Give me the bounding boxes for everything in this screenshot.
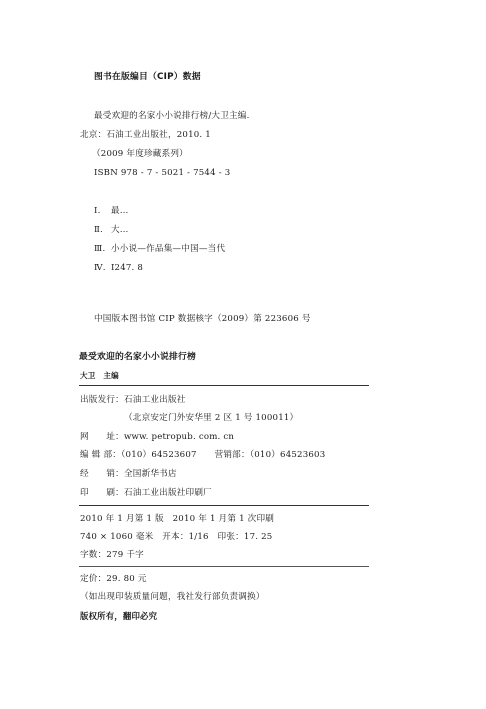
subject-text: I247. 8: [110, 263, 144, 273]
format-line: 740 × 1060 毫米 开本：1/16 印张：17. 25: [80, 532, 273, 542]
editorial-label: 编 辑 部：: [80, 450, 122, 460]
publisher-row: [80, 395, 186, 406]
rights-notice: 版权所有，翻印必究: [80, 611, 158, 621]
word-count-line: 字数：279 千字: [80, 550, 144, 560]
cip-heading: 图书在版编目（CIP）数据: [94, 72, 201, 82]
edition-line: 2010 年 1 月第 1 版 2010 年 1 月第 1 次印刷: [80, 514, 275, 524]
subject-text: 最…: [110, 206, 129, 216]
subject-number: Ⅱ.: [94, 225, 103, 235]
publisher-address: （北京安定门外安华里 2 区 1 号 100011）: [124, 413, 299, 423]
publisher-label: 出版发行：: [80, 395, 124, 405]
divider-middle: [79, 505, 369, 506]
cip-subject-1: [94, 206, 129, 217]
printing-label: 印 刷：: [80, 488, 124, 498]
contact-row: [80, 450, 325, 461]
cip-check-line: 中国版本图书馆 CIP 数据核字（2009）第 223606 号: [94, 314, 311, 324]
book-title: 最受欢迎的名家小小说排行榜: [79, 352, 196, 362]
subject-text: 大…: [110, 225, 129, 235]
divider-lower: [79, 566, 369, 567]
subject-text: 小小说—作品集—中国—当代: [110, 244, 226, 254]
printing-value: 石油工业出版社印刷厂: [123, 488, 212, 498]
sales-label: 营销部：: [214, 450, 250, 460]
printing-row: [80, 488, 212, 499]
subject-number: Ⅳ.: [94, 263, 106, 273]
sales-phone: （010）64523603: [249, 450, 326, 460]
cip-subject-4: [94, 263, 143, 274]
editorial-phone: （010）64523607: [121, 450, 197, 460]
website-label: 网 址：: [80, 432, 124, 442]
cip-publisher-line: 北京：石油工业出版社，2010. 1: [80, 130, 211, 140]
distribution-value: 全国新华书店: [123, 469, 177, 479]
subject-number: Ⅲ.: [94, 244, 106, 254]
cip-series-line: （2009 年度珍藏系列）: [92, 149, 188, 159]
website-row: [80, 432, 234, 443]
cip-title-line: 最受欢迎的名家小小说排行榜/大卫主编.: [94, 111, 250, 121]
distribution-row: [80, 469, 177, 480]
book-editor: 大卫 主编: [80, 371, 119, 380]
publisher-value: 石油工业出版社: [123, 395, 186, 405]
subject-number: Ⅰ.: [94, 206, 101, 216]
price-line: 定价：29. 80 元: [80, 574, 147, 584]
divider-top: [79, 385, 369, 386]
cip-subject-2: [94, 225, 129, 236]
cip-subject-3: [94, 244, 225, 255]
distribution-label: 经 销：: [80, 469, 124, 479]
quality-notice: （如出现印装质量问题，我社发行部负责调换）: [80, 592, 265, 602]
website-value: www. petropub. com. cn: [123, 432, 235, 442]
cip-isbn-line: ISBN 978 - 7 - 5021 - 7544 - 3: [94, 168, 231, 178]
